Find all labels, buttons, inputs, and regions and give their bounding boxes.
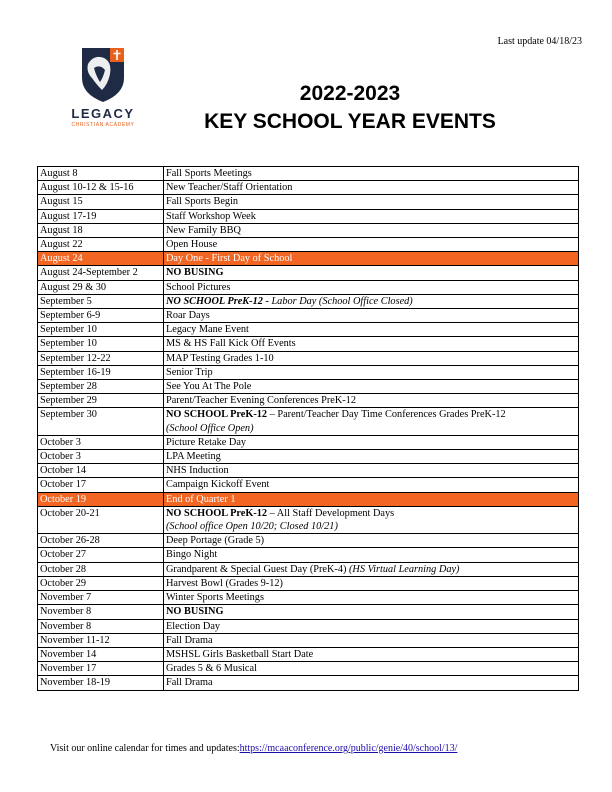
event-row	[38, 492, 579, 506]
event-date: October 3	[38, 435, 164, 449]
event-date: October 3	[38, 450, 164, 464]
event-row	[38, 209, 579, 223]
event-row	[38, 591, 579, 605]
event-description	[164, 309, 579, 323]
event-date: October 20-21	[38, 506, 164, 533]
event-description	[164, 209, 579, 223]
event-row	[38, 450, 579, 464]
event-row	[38, 619, 579, 633]
event-row	[38, 435, 579, 449]
event-description	[164, 662, 579, 676]
event-date: November 7	[38, 591, 164, 605]
event-row	[38, 576, 579, 590]
event-description	[164, 450, 579, 464]
event-date: November 17	[38, 662, 164, 676]
event-row	[38, 478, 579, 492]
event-date: September 6-9	[38, 309, 164, 323]
event-row	[38, 534, 579, 548]
event-date: November 8	[38, 605, 164, 619]
event-row	[38, 351, 579, 365]
footer-text: Visit our online calendar for times and updates:	[50, 743, 240, 754]
event-row	[38, 280, 579, 294]
event-date: October 27	[38, 548, 164, 562]
event-description	[164, 576, 579, 590]
event-description	[164, 181, 579, 195]
event-text: MS & HS Fall Kick Off Events	[166, 338, 296, 350]
events-table	[37, 166, 579, 691]
event-description	[164, 252, 579, 266]
event-row	[38, 605, 579, 619]
event-row	[38, 223, 579, 237]
event-description	[164, 492, 579, 506]
event-text: Legacy Mane Event	[166, 324, 249, 336]
event-date: November 11-12	[38, 633, 164, 647]
event-row	[38, 394, 579, 408]
event-text: End of Quarter 1	[166, 493, 236, 505]
event-date: August 24-September 2	[38, 266, 164, 280]
event-date: September 29	[38, 394, 164, 408]
event-text: Parent/Teacher Evening Conferences PreK-12	[166, 395, 356, 407]
event-text: NHS Induction	[166, 465, 229, 477]
event-description	[164, 351, 579, 365]
event-row	[38, 408, 579, 435]
event-row	[38, 337, 579, 351]
event-row	[38, 647, 579, 661]
event-text: (School Office Open)	[166, 422, 254, 434]
event-row	[38, 548, 579, 562]
event-date: October 17	[38, 478, 164, 492]
event-text: – Parent/Teacher Day Time Conferences Grades PreK-12	[267, 409, 506, 421]
lion-shield-icon	[74, 44, 132, 104]
event-text: Harvest Bowl (Grades 9-12)	[166, 577, 283, 589]
event-text: Day One - First Day of School	[166, 253, 293, 265]
event-row	[38, 380, 579, 394]
event-description	[164, 506, 579, 533]
event-description	[164, 365, 579, 379]
event-text: New Family BBQ	[166, 224, 241, 236]
calendar-link[interactable]: https://mcaaconference.org/public/genie/40/school/13/	[239, 743, 458, 754]
last-update: Last update 04/18/23	[497, 36, 582, 47]
event-row	[38, 633, 579, 647]
event-description	[164, 294, 579, 308]
event-description	[164, 323, 579, 337]
event-description	[164, 266, 579, 280]
event-text: MSHSL Girls Basketball Start Date	[166, 648, 314, 660]
event-description	[164, 223, 579, 237]
event-text: Fall Drama	[166, 677, 213, 689]
event-date: September 28	[38, 380, 164, 394]
event-text: Election Day	[166, 620, 221, 632]
event-description	[164, 562, 579, 576]
event-date: September 12-22	[38, 351, 164, 365]
event-description	[164, 435, 579, 449]
event-description	[164, 394, 579, 408]
event-text: Fall Sports Begin	[166, 196, 239, 208]
event-text: Staff Workshop Week	[166, 210, 256, 222]
event-description	[164, 280, 579, 294]
logo-subtitle: CHRISTIAN ACADEMY	[71, 122, 135, 128]
event-row	[38, 662, 579, 676]
event-row	[38, 167, 579, 181]
page-title	[160, 80, 540, 136]
event-text: Fall Drama	[166, 634, 213, 646]
event-date: October 28	[38, 562, 164, 576]
event-date: September 16-19	[38, 365, 164, 379]
event-date: August 10-12 & 15-16	[38, 181, 164, 195]
event-description	[164, 591, 579, 605]
event-text: Senior Trip	[166, 366, 213, 378]
title-year: 2022-2023	[299, 82, 401, 105]
event-text: New Teacher/Staff Orientation	[166, 182, 293, 194]
event-date: October 26-28	[38, 534, 164, 548]
event-description	[164, 478, 579, 492]
event-date: August 24	[38, 252, 164, 266]
event-text: LPA Meeting	[166, 451, 221, 463]
event-text: (School office Open 10/20; Closed 10/21)	[166, 521, 338, 533]
event-description	[164, 167, 579, 181]
event-row	[38, 252, 579, 266]
event-text: Deep Portage (Grade 5)	[166, 535, 265, 547]
event-description	[164, 464, 579, 478]
event-date: September 10	[38, 337, 164, 351]
event-text: Bingo Night	[166, 549, 218, 561]
event-description	[164, 647, 579, 661]
event-text: Picture Retake Day	[166, 436, 247, 448]
event-text: See You At The Pole	[166, 381, 252, 393]
event-date: September 5	[38, 294, 164, 308]
event-description	[164, 238, 579, 252]
event-text: MAP Testing Grades 1-10	[166, 352, 274, 364]
event-row	[38, 294, 579, 308]
event-text: NO SCHOOL PreK-12	[166, 409, 268, 421]
event-date: August 29 & 30	[38, 280, 164, 294]
event-description	[164, 195, 579, 209]
event-text: Open House	[166, 239, 218, 251]
event-text: Fall Sports Meetings	[166, 168, 252, 179]
event-text: (HS Virtual Learning Day)	[349, 563, 460, 575]
event-row	[38, 309, 579, 323]
event-date: October 29	[38, 576, 164, 590]
event-text: NO SCHOOL PreK-12 -	[166, 295, 272, 307]
school-logo	[58, 44, 148, 128]
event-row	[38, 181, 579, 195]
event-row	[38, 323, 579, 337]
event-description	[164, 337, 579, 351]
event-text: Grandparent & Special Guest Day (PreK-4)	[166, 563, 349, 575]
title-main: KEY SCHOOL YEAR EVENTS	[204, 110, 496, 133]
event-text: NO SCHOOL PreK-12	[166, 507, 268, 519]
event-date: October 14	[38, 464, 164, 478]
event-text: Roar Days	[166, 310, 210, 322]
event-description	[164, 408, 579, 435]
event-date: November 14	[38, 647, 164, 661]
event-description	[164, 676, 579, 690]
event-row	[38, 562, 579, 576]
event-text: – All Staff Development Days	[267, 507, 395, 519]
event-date: October 19	[38, 492, 164, 506]
event-text: NO BUSING	[166, 606, 224, 618]
event-description	[164, 534, 579, 548]
event-row	[38, 195, 579, 209]
event-description	[164, 605, 579, 619]
event-date: August 22	[38, 238, 164, 252]
event-date: August 15	[38, 195, 164, 209]
event-date: November 18-19	[38, 676, 164, 690]
event-date: August 8	[38, 167, 164, 181]
event-row	[38, 238, 579, 252]
event-row	[38, 365, 579, 379]
event-text: NO BUSING	[166, 267, 224, 279]
event-description	[164, 548, 579, 562]
event-row	[38, 464, 579, 478]
event-date: September 10	[38, 323, 164, 337]
event-row	[38, 506, 579, 533]
event-text: Labor Day (School Office Closed)	[271, 295, 413, 307]
event-description	[164, 619, 579, 633]
logo-name: LEGACY	[71, 106, 135, 121]
event-description	[164, 380, 579, 394]
event-date: November 8	[38, 619, 164, 633]
event-text: Campaign Kickoff Event	[166, 479, 270, 491]
event-text: Grades 5 & 6 Musical	[166, 663, 257, 675]
event-row	[38, 266, 579, 280]
event-text: Winter Sports Meetings	[166, 592, 264, 604]
event-description	[164, 633, 579, 647]
event-row	[38, 676, 579, 690]
event-date: September 30	[38, 408, 164, 435]
footer	[50, 743, 457, 754]
event-date: August 17-19	[38, 209, 164, 223]
event-text: School Pictures	[166, 281, 231, 293]
event-date: August 18	[38, 223, 164, 237]
